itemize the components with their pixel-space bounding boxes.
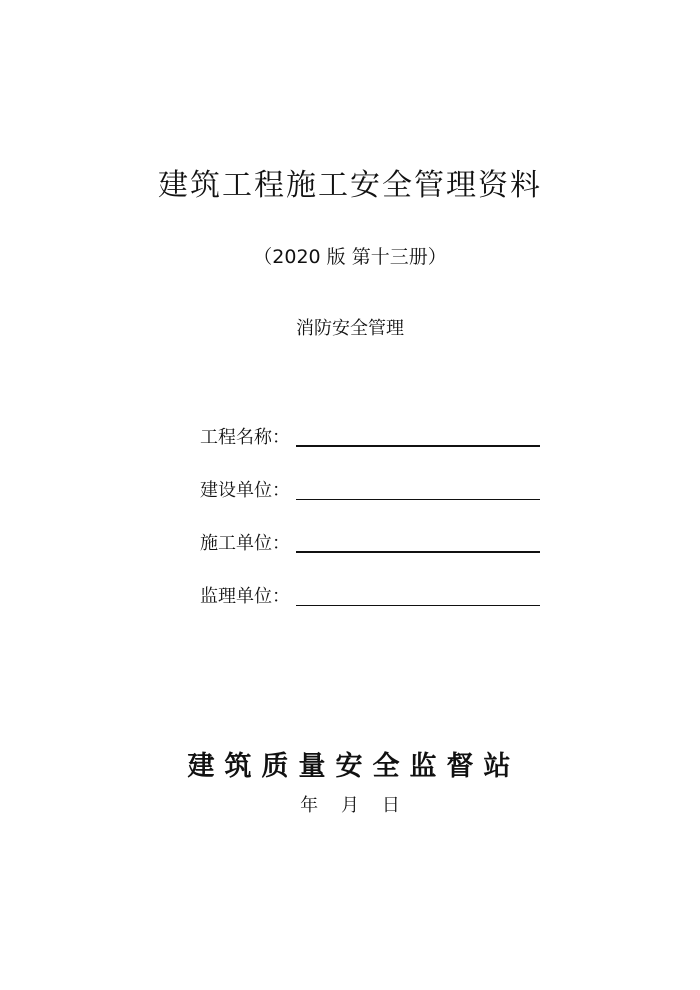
project-name-label: 工程名称：	[200, 427, 290, 448]
construction-unit-label: 建设单位：	[200, 480, 290, 501]
volume-title: 消防安全管理	[296, 318, 404, 339]
contractor-unit-label: 施工单位：	[200, 533, 290, 554]
form-row-contractor-unit	[200, 530, 540, 556]
issuing-authority: 建筑质量安全监督站	[187, 751, 521, 782]
project-name-field[interactable]	[296, 423, 540, 447]
edition-note: （2020 版 第十三册）	[253, 246, 447, 268]
form-row-project-name	[200, 424, 540, 450]
contractor-unit-field[interactable]	[296, 529, 540, 553]
construction-unit-field[interactable]	[296, 477, 540, 500]
supervision-unit-field[interactable]	[296, 583, 540, 606]
date-line: 年 月 日	[300, 795, 400, 816]
project-info-form	[200, 424, 540, 636]
supervision-unit-label: 监理单位：	[200, 586, 290, 607]
form-row-supervision-unit	[200, 583, 540, 609]
document-title: 建筑工程施工安全管理资料	[158, 168, 542, 203]
form-row-construction-unit	[200, 477, 540, 503]
